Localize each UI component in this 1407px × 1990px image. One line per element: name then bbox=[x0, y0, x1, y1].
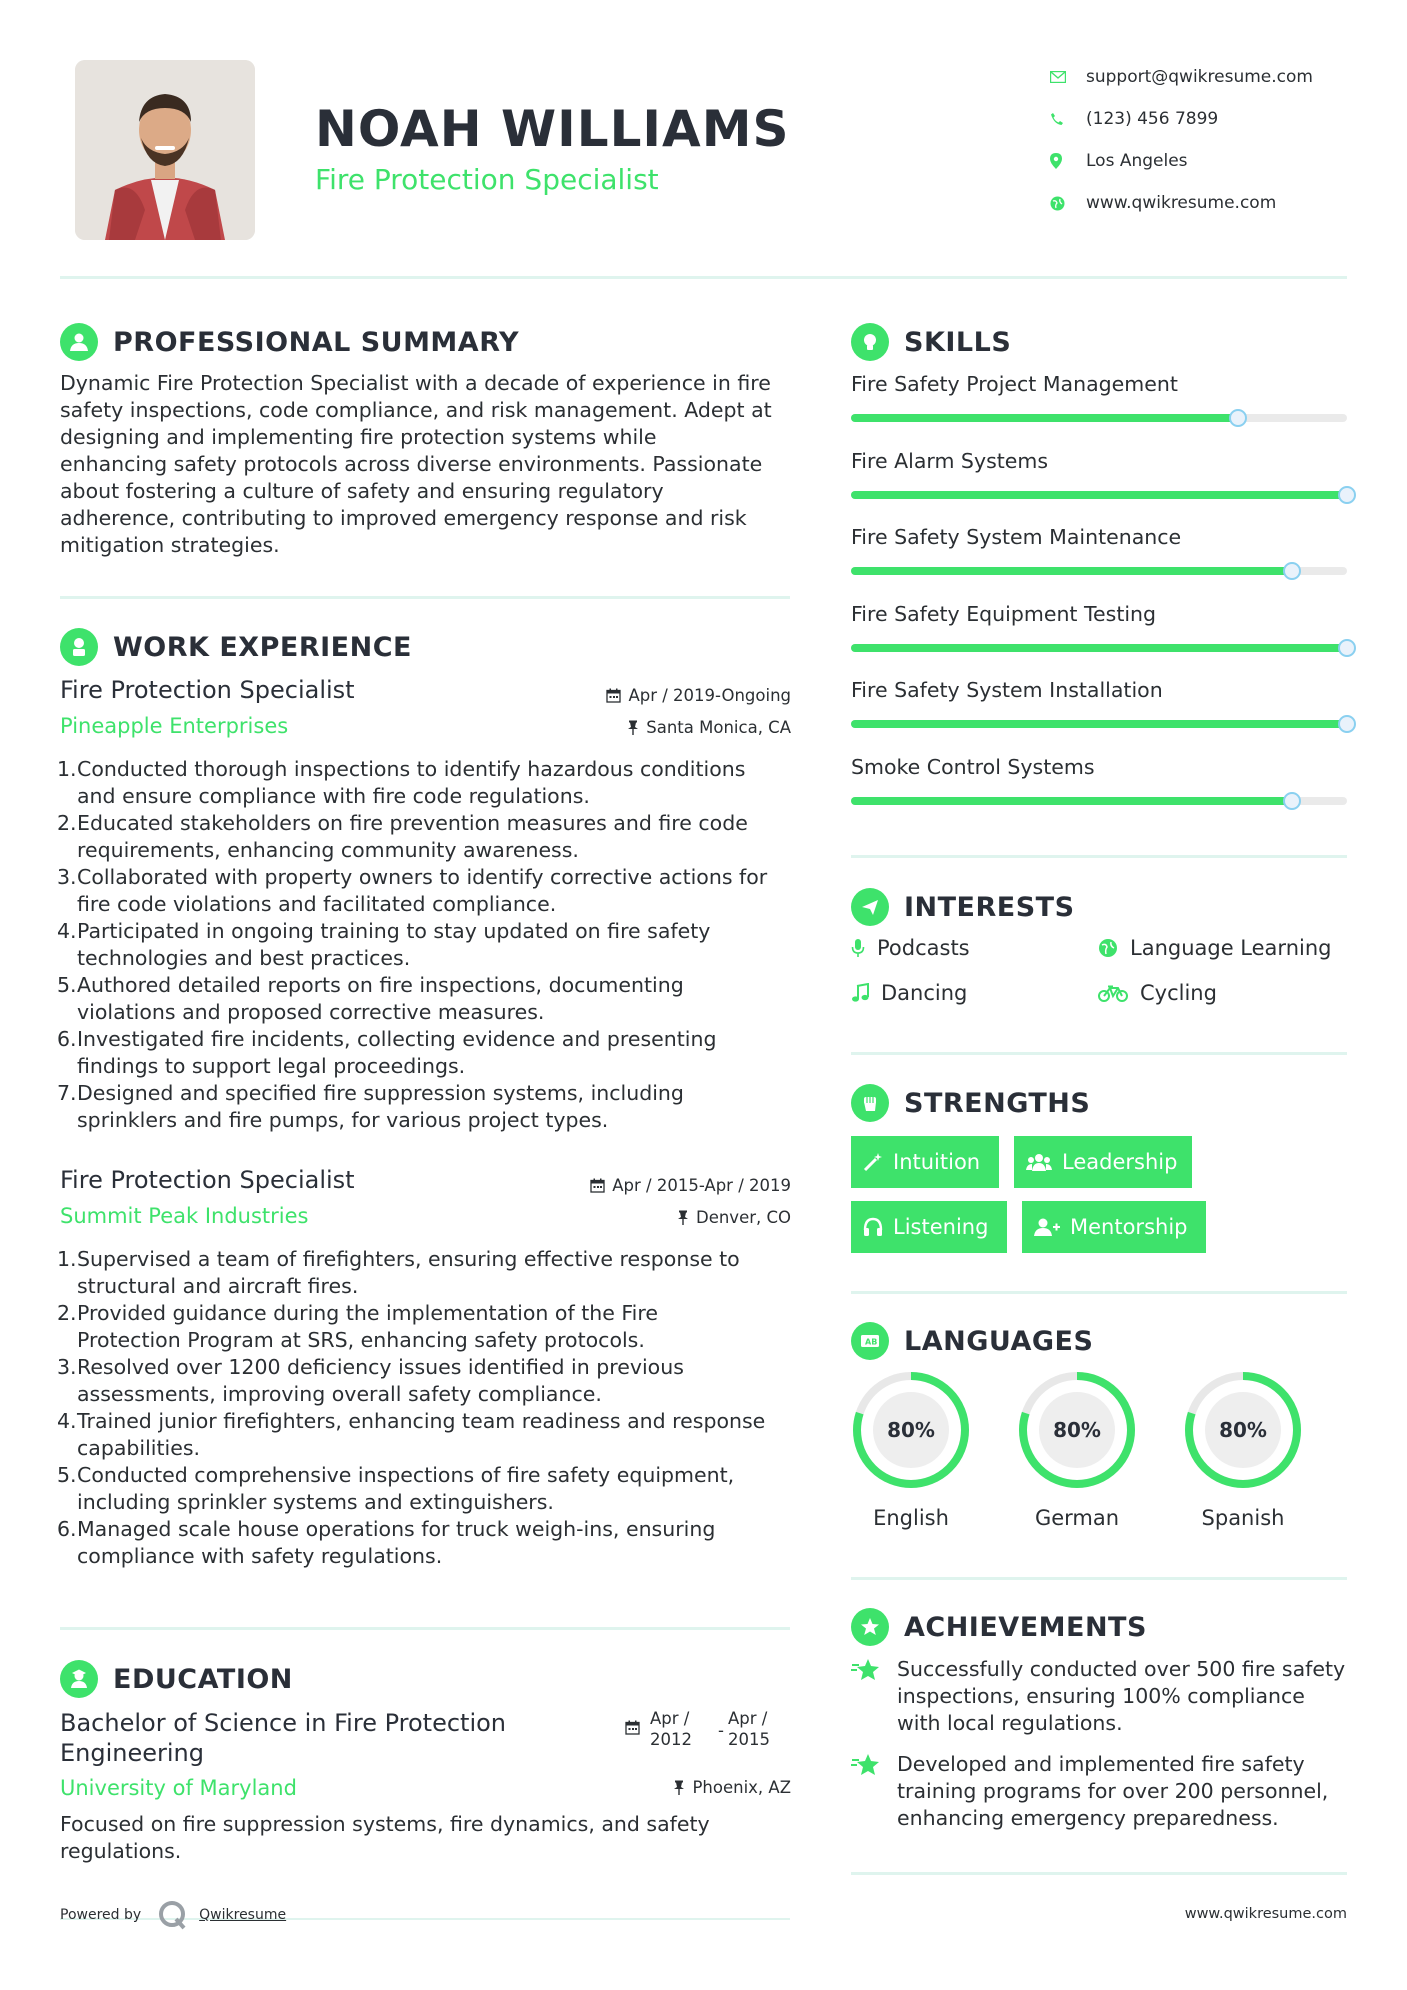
degree-title bbox=[60, 1708, 506, 1768]
skill-bar-fill bbox=[851, 414, 1238, 422]
language-name: Spanish bbox=[1201, 1506, 1285, 1530]
contact-phone[interactable] bbox=[1050, 98, 1313, 140]
interest-language-learning bbox=[1098, 936, 1331, 960]
school-name: University of Maryland bbox=[60, 1776, 297, 1800]
phone-icon bbox=[1050, 112, 1086, 126]
fist-icon bbox=[851, 1084, 889, 1122]
globe-icon bbox=[1098, 938, 1118, 958]
skill-item bbox=[851, 525, 1347, 575]
work-heading bbox=[60, 628, 412, 666]
job-duties bbox=[57, 756, 800, 1134]
job-date bbox=[491, 1176, 791, 1195]
skill-item bbox=[851, 755, 1347, 805]
interests-title: INTERESTS bbox=[904, 891, 1075, 923]
list-item: 2. Educated stakeholders on fire prevention measures and fire code requirements, enhancing community awareness. bbox=[57, 811, 748, 862]
skill-bar-knob bbox=[1338, 486, 1356, 504]
interest-label: Podcasts bbox=[877, 936, 970, 960]
strengths-heading bbox=[851, 1084, 1090, 1122]
candidate-title: Fire Protection Specialist bbox=[315, 163, 659, 196]
skill-bar-fill bbox=[851, 644, 1347, 652]
education-location bbox=[491, 1778, 791, 1797]
lightbulb-icon bbox=[851, 323, 889, 361]
interest-label: Dancing bbox=[881, 981, 968, 1005]
contact-phone-text: (123) 456 7899 bbox=[1086, 109, 1219, 129]
language-percent: 80% bbox=[887, 1418, 935, 1442]
user-icon bbox=[60, 323, 98, 361]
start-date: Apr / 2012 bbox=[650, 1709, 692, 1749]
education-heading bbox=[60, 1660, 293, 1698]
job-location-text: Santa Monica, CA bbox=[646, 718, 791, 737]
job-location-text: Denver, CO bbox=[695, 1208, 791, 1227]
skill-label: Smoke Control Systems bbox=[851, 754, 1095, 779]
education-dates bbox=[625, 1708, 770, 1750]
strengths-title: STRENGTHS bbox=[904, 1087, 1091, 1119]
list-item: 7. Designed and specified fire suppression systems, including sprinklers and fire pumps, for various project types. bbox=[57, 1081, 684, 1132]
strength-chip-listening bbox=[851, 1201, 1007, 1253]
strength-chip-leadership bbox=[1014, 1136, 1192, 1188]
skills-title: SKILLS bbox=[904, 326, 1012, 358]
date-dash: - bbox=[718, 1721, 724, 1740]
language-item bbox=[1015, 1368, 1139, 1530]
list-item: 1. Conducted thorough inspections to identify hazardous conditions and ensure compliance with fire code regulations. bbox=[57, 757, 746, 808]
skill-label: Fire Safety Project Management bbox=[851, 372, 1178, 396]
headphones-icon bbox=[863, 1217, 883, 1237]
degree-line: Engineering bbox=[60, 1739, 204, 1767]
degree-line: Bachelor of Science in Fire Protection bbox=[60, 1709, 507, 1737]
contact-location bbox=[1050, 140, 1313, 182]
job-company: Pineapple Enterprises bbox=[60, 714, 289, 738]
list-item: 1. Supervised a team of firefighters, ensuring effective response to structural and aircraft fires. bbox=[57, 1247, 740, 1298]
briefcase-icon bbox=[60, 628, 98, 666]
language-ring bbox=[1015, 1368, 1139, 1492]
summary-heading bbox=[60, 323, 519, 361]
bicycle-icon bbox=[1098, 984, 1128, 1002]
job-duties bbox=[57, 1246, 800, 1570]
group-icon bbox=[1026, 1152, 1052, 1172]
skills-heading bbox=[851, 323, 1011, 361]
summary-divider bbox=[60, 596, 790, 599]
languages-divider bbox=[851, 1577, 1347, 1580]
calendar-icon bbox=[606, 688, 621, 703]
skill-bar-track bbox=[851, 567, 1347, 575]
language-name: English bbox=[873, 1506, 949, 1530]
skill-bar-track bbox=[851, 414, 1347, 422]
skill-item bbox=[851, 678, 1347, 728]
pin-icon bbox=[677, 1210, 689, 1225]
job-title: Fire Protection Specialist bbox=[60, 1166, 355, 1194]
job-location bbox=[491, 1208, 791, 1227]
contact-website[interactable] bbox=[1050, 182, 1313, 224]
contact-location-text: Los Angeles bbox=[1086, 151, 1188, 171]
skill-label: Fire Safety System Maintenance bbox=[851, 525, 1182, 549]
summary-line: Dynamic Fire Protection Specialist with a decade of experience in fire bbox=[60, 371, 771, 395]
list-item: 5. Conducted comprehensive inspections of fire safety equipment, including sprinkler systems and extinguishers. bbox=[57, 1463, 735, 1514]
interest-podcasts bbox=[851, 936, 970, 960]
translate-icon bbox=[851, 1322, 889, 1360]
interests-divider bbox=[851, 1052, 1347, 1055]
summary-line: adherence, contributing to improved emergency response and risk bbox=[60, 506, 747, 530]
list-item: 4. Participated in ongoing training to stay updated on fire safety technologies and best practices. bbox=[57, 919, 711, 970]
graduate-icon bbox=[60, 1660, 98, 1698]
education-description: Focused on fire suppression systems, fire dynamics, and safety regulations. bbox=[60, 1812, 710, 1863]
summary-line: designing and implementing fire protection systems while bbox=[60, 425, 657, 449]
job-company: Summit Peak Industries bbox=[60, 1204, 309, 1228]
contact-email-text: support@qwikresume.com bbox=[1086, 67, 1313, 87]
language-item bbox=[849, 1368, 973, 1530]
qwikresume-logo-icon bbox=[155, 1898, 191, 1932]
language-name: German bbox=[1034, 1506, 1120, 1530]
list-item: 3. Collaborated with property owners to identify corrective actions for fire code violations and facilitated compliance. bbox=[57, 865, 768, 916]
skill-label: Fire Safety System Installation bbox=[851, 678, 1163, 702]
skill-bar-knob bbox=[1229, 409, 1247, 427]
work-title: WORK EXPERIENCE bbox=[113, 631, 412, 663]
summary-line: safety inspections, code compliance, and risk management. Adept at bbox=[60, 398, 772, 422]
strength-label: Leadership bbox=[1062, 1150, 1178, 1174]
skill-label: Fire Alarm Systems bbox=[851, 448, 1049, 473]
language-item bbox=[1181, 1368, 1305, 1530]
footer-brand-link[interactable]: Qwikresume bbox=[199, 1907, 287, 1923]
interest-label: Language Learning bbox=[1130, 936, 1332, 960]
paper-plane-icon bbox=[851, 888, 889, 926]
star-award-icon bbox=[851, 1753, 885, 1777]
globe-icon bbox=[1050, 196, 1086, 211]
summary-line: about fostering a culture of safety and ensuring regulatory bbox=[60, 479, 664, 503]
skill-bar-track bbox=[851, 491, 1347, 499]
footer-powered-by bbox=[60, 1898, 286, 1932]
list-item: 6. Managed scale house operations for truck weigh-ins, ensuring compliance with safety regulations. bbox=[57, 1517, 716, 1568]
achievement-item: Developed and implemented fire safety training programs for over 200 personnel, enhancing emergency preparedness. bbox=[851, 1751, 1351, 1832]
education-location-text: Phoenix, AZ bbox=[692, 1778, 791, 1797]
header-divider bbox=[60, 276, 1347, 279]
languages-title: LANGUAGES bbox=[904, 1325, 1094, 1357]
footer-url[interactable]: www.qwikresume.com bbox=[1184, 1906, 1347, 1922]
strength-label: Mentorship bbox=[1070, 1215, 1188, 1239]
pin-icon bbox=[627, 720, 639, 735]
languages-heading bbox=[851, 1322, 1093, 1360]
skill-item bbox=[851, 449, 1347, 499]
achievement-item: Successfully conducted over 500 fire safety inspections, ensuring 100% compliance with local regulations. bbox=[851, 1656, 1351, 1737]
pin-icon bbox=[673, 1780, 685, 1795]
contact-website-text: www.qwikresume.com bbox=[1086, 193, 1277, 213]
interest-dancing bbox=[851, 981, 967, 1005]
contact-email[interactable] bbox=[1050, 56, 1313, 98]
skill-bar-fill bbox=[851, 720, 1347, 728]
strength-label: Listening bbox=[893, 1215, 989, 1239]
skill-bar-track bbox=[851, 644, 1347, 652]
interest-label: Cycling bbox=[1140, 981, 1217, 1005]
skill-bar-knob bbox=[1283, 562, 1301, 580]
music-note-icon bbox=[851, 983, 869, 1003]
skills-divider bbox=[851, 855, 1347, 858]
microphone-icon bbox=[851, 938, 865, 958]
language-percent: 80% bbox=[1219, 1418, 1267, 1442]
calendar-icon bbox=[625, 1720, 640, 1735]
job-date-text: Apr / 2015-Apr / 2019 bbox=[612, 1176, 791, 1195]
skill-bar-knob bbox=[1338, 715, 1356, 733]
envelope-icon bbox=[1050, 71, 1086, 83]
achievements-title: ACHIEVEMENTS bbox=[904, 1611, 1147, 1643]
job-date-text: Apr / 2019-Ongoing bbox=[628, 686, 791, 705]
skill-label: Fire Safety Equipment Testing bbox=[851, 601, 1157, 626]
language-ring bbox=[1181, 1368, 1305, 1492]
profile-photo bbox=[75, 60, 255, 240]
summary-text bbox=[60, 370, 800, 559]
calendar-icon bbox=[590, 1178, 605, 1193]
summary-line: enhancing safety protocols across diverse environments. Passionate bbox=[60, 452, 763, 476]
skill-bar-fill bbox=[851, 491, 1347, 499]
skill-bar-knob bbox=[1283, 792, 1301, 810]
candidate-name: NOAH WILLIAMS bbox=[315, 100, 790, 158]
list-item: 3. Resolved over 1200 deficiency issues identified in previous assessments, improving overall safety compliance. bbox=[57, 1355, 684, 1406]
skill-bar-track bbox=[851, 797, 1347, 805]
end-date: Apr / 2015 bbox=[727, 1709, 770, 1749]
summary-line: mitigation strategies. bbox=[60, 533, 280, 557]
achievements-heading bbox=[851, 1608, 1147, 1646]
summary-title: PROFESSIONAL SUMMARY bbox=[113, 326, 520, 358]
strengths-divider bbox=[851, 1291, 1347, 1294]
strength-chip-intuition bbox=[851, 1136, 999, 1188]
job-date bbox=[491, 686, 791, 705]
interests-heading bbox=[851, 888, 1075, 926]
skill-bar-knob bbox=[1338, 639, 1356, 657]
strength-label: Intuition bbox=[893, 1150, 981, 1174]
list-item: 6. Investigated fire incidents, collecting evidence and presenting findings to support legal proceedings. bbox=[57, 1027, 717, 1078]
skill-item bbox=[851, 372, 1347, 422]
contact-list bbox=[1050, 56, 1313, 224]
job-location bbox=[491, 718, 791, 737]
star-award-icon bbox=[851, 1658, 885, 1682]
interest-cycling bbox=[1098, 981, 1217, 1005]
language-percent: 80% bbox=[1053, 1418, 1101, 1442]
skill-bar-track bbox=[851, 720, 1347, 728]
list-item: 5. Authored detailed reports on fire inspections, documenting violations and proposed corrective measures. bbox=[57, 973, 684, 1024]
strength-chip-mentorship bbox=[1022, 1201, 1206, 1253]
map-pin-icon bbox=[1050, 153, 1086, 169]
skill-bar-fill bbox=[851, 567, 1292, 575]
list-item: 4. Trained junior firefighters, enhancing team readiness and response capabilities. bbox=[57, 1409, 766, 1460]
achievements-divider bbox=[851, 1872, 1347, 1875]
powered-by-text: Powered by bbox=[60, 1907, 142, 1923]
job-title: Fire Protection Specialist bbox=[60, 676, 355, 704]
language-ring bbox=[849, 1368, 973, 1492]
work-divider bbox=[60, 1627, 790, 1630]
trophy-star-icon bbox=[851, 1608, 889, 1646]
skill-bar-fill bbox=[851, 797, 1292, 805]
education-title: EDUCATION bbox=[113, 1663, 293, 1695]
svg-text:AB: AB bbox=[865, 1337, 878, 1347]
skill-item bbox=[851, 602, 1347, 652]
list-item: 2. Provided guidance during the implementation of the Fire Protection Program at SRS, enhancing safety protocols. bbox=[57, 1301, 658, 1352]
user-plus-icon bbox=[1034, 1217, 1060, 1237]
magic-wand-icon bbox=[863, 1152, 883, 1172]
